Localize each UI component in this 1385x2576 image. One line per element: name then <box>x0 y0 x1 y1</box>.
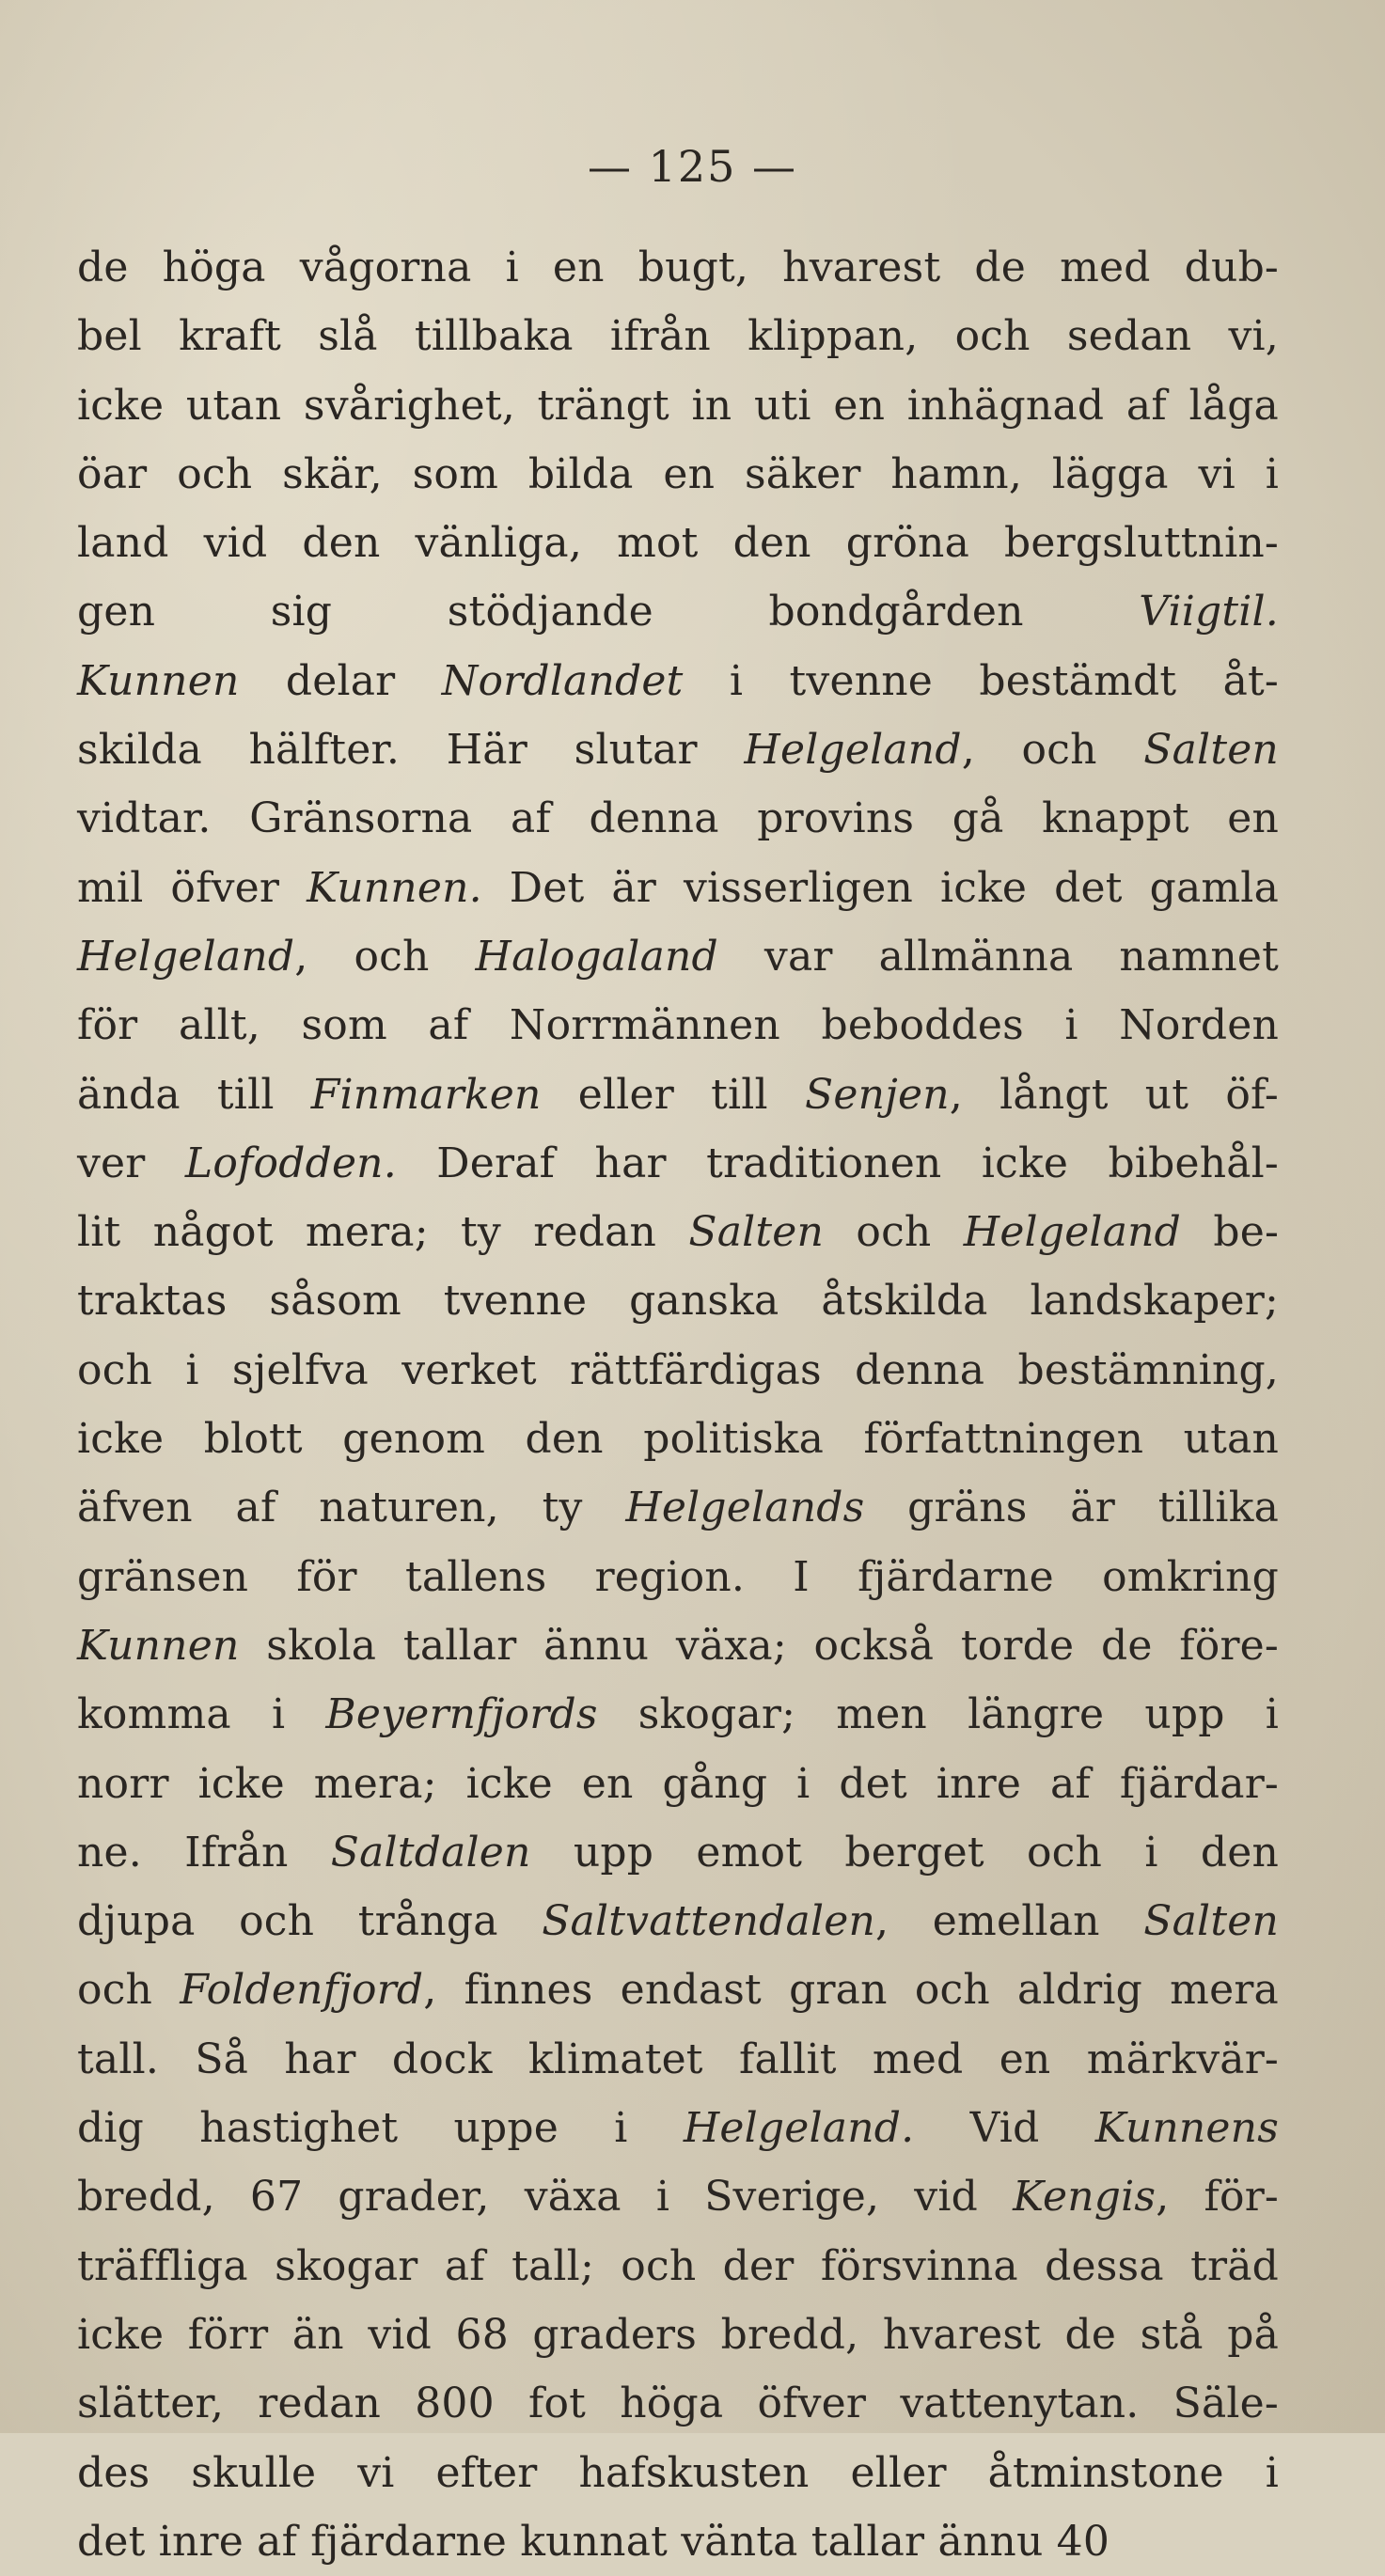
text-span: komma i <box>77 1690 326 1739</box>
text-span: dig hastighet uppe i <box>77 2104 684 2153</box>
text-line <box>77 1060 1279 1129</box>
italic-text: Salten <box>1143 1897 1279 1946</box>
text-span: eller till <box>541 1070 805 1119</box>
italic-text: Helgeland. <box>683 2104 915 2153</box>
italic-text: Kunnens <box>1094 2104 1279 2153</box>
text-line <box>77 1543 1279 1611</box>
text-span: djupa och trånga <box>77 1897 543 1946</box>
text-span: Vid <box>914 2104 1095 2153</box>
italic-text: Helgeland <box>963 1208 1182 1257</box>
text-span: upp emot berget och i den <box>530 1828 1279 1877</box>
text-span: slätter, redan 800 fot höga öfver vattenytan. Säle- <box>77 2380 1279 2428</box>
text-span: traktas såsom tvenne ganska åtskilda landskaper; <box>77 1277 1279 1326</box>
text-span: det inre af fjärdarne kunnat vänta tallar ännu 40 <box>77 2517 1110 2566</box>
text-span: , långt ut öf- <box>949 1070 1279 1119</box>
text-span: delar <box>239 656 442 705</box>
text-line <box>77 302 1279 370</box>
italic-text: Helgeland <box>744 726 962 775</box>
text-line <box>77 371 1279 440</box>
text-span: , och <box>961 726 1144 775</box>
text-span: ända till <box>77 1070 311 1119</box>
text-line <box>77 784 1279 853</box>
text-line <box>77 2301 1279 2369</box>
text-line <box>77 991 1279 1060</box>
italic-text: Nordlandet <box>441 656 684 705</box>
text-span: och i sjelfva verket rättfärdigas denna bestämning, <box>77 1345 1279 1394</box>
text-span: be- <box>1181 1208 1280 1257</box>
text-span: des skulle vi efter hafskusten eller åtminstone i <box>77 2448 1279 2497</box>
text-line <box>77 2232 1279 2301</box>
text-line <box>77 715 1279 784</box>
page-number: — 125 — <box>587 141 798 192</box>
italic-text: Saltvattendalen <box>542 1897 876 1946</box>
italic-text: Salten <box>1143 726 1279 775</box>
text-line <box>77 440 1279 509</box>
text-span: och <box>77 1966 181 2015</box>
text-line <box>77 1750 1279 1818</box>
italic-text: Saltdalen <box>330 1828 531 1877</box>
text-line <box>77 2162 1279 2231</box>
text-line <box>77 1405 1279 1473</box>
italic-text: Salten <box>688 1208 825 1257</box>
text-line <box>77 1818 1279 1887</box>
text-span: gen sig stödjande bondgården <box>77 588 1140 636</box>
text-line <box>77 509 1279 577</box>
text-line <box>77 2025 1279 2094</box>
text-span: norr icke mera; icke en gång i det inre af fjärdar- <box>77 1759 1279 1808</box>
italic-text: Helgeland <box>77 932 295 981</box>
text-span: de höga vågorna i en bugt, hvarest de med dub- <box>77 243 1279 291</box>
text-line <box>77 1266 1279 1335</box>
italic-text: Foldenfjord <box>180 1966 424 2015</box>
text-span: skilda hälfter. Här slutar <box>77 726 745 775</box>
italic-text: Kunnen <box>77 656 240 705</box>
text-line <box>77 1198 1279 1266</box>
italic-text: Senjen <box>805 1070 950 1119</box>
text-span: träffliga skogar af tall; och der försvinna dessa träd <box>77 2241 1279 2290</box>
text-line <box>77 1129 1279 1198</box>
text-span: skogar; men längre upp i <box>597 1690 1279 1739</box>
text-span: land vid den vänliga, mot den gröna bergsluttnin- <box>77 519 1279 568</box>
italic-text: Finmarken <box>310 1070 542 1119</box>
text-span: äfven af naturen, ty <box>77 1484 626 1532</box>
text-line <box>77 233 1279 302</box>
text-span: gränsen för tallens region. I fjärdarne omkring <box>77 1552 1279 1601</box>
text-span: och <box>824 1208 964 1257</box>
text-line <box>77 854 1279 922</box>
text-span: i tvenne bestämdt åt- <box>683 656 1279 705</box>
text-line <box>77 2507 1279 2576</box>
text-span: skola tallar ännu växa; också torde de före- <box>239 1621 1279 1670</box>
text-line <box>77 922 1279 991</box>
text-span: mil öfver <box>77 863 307 912</box>
text-line <box>77 1473 1279 1542</box>
italic-text: Kunnen <box>77 1621 240 1670</box>
text-line <box>77 2439 1279 2507</box>
text-span: , och <box>294 932 476 981</box>
text-span: var allmänna namnet <box>717 932 1279 981</box>
italic-text: Helgelands <box>625 1484 865 1532</box>
text-span: icke förr än vid 68 graders bredd, hvarest de stå på <box>77 2310 1279 2359</box>
italic-text: Beyernfjords <box>325 1690 598 1739</box>
text-line <box>77 1956 1279 2024</box>
text-line <box>77 647 1279 715</box>
text-span: icke utan svårighet, trängt in uti en inhägnad af låga <box>77 381 1279 430</box>
text-line <box>77 2369 1279 2438</box>
text-span: icke blott genom den politiska författningen utan <box>77 1415 1279 1464</box>
italic-text: Kunnen. <box>307 863 482 912</box>
text-span: lit något mera; ty redan <box>77 1208 689 1257</box>
text-line <box>77 2094 1279 2162</box>
text-span: Det är visserligen icke det gamla <box>481 863 1280 912</box>
text-span: för allt, som af Norrmännen beboddes i Norden <box>77 1001 1279 1050</box>
text-line <box>77 1336 1279 1405</box>
italic-text: Kengis <box>1013 2173 1157 2222</box>
text-span: bel kraft slå tillbaka ifrån klippan, och sedan vi, <box>77 312 1279 361</box>
text-span: , emellan <box>875 1897 1144 1946</box>
text-span: Deraf har traditionen icke bibehål- <box>396 1139 1279 1187</box>
text-line <box>77 1680 1279 1749</box>
text-span: ver <box>77 1139 185 1187</box>
italic-text: Halogaland <box>475 932 718 981</box>
italic-text: Lofodden. <box>184 1139 397 1187</box>
text-span: vidtar. Gränsorna af denna provins gå knappt en <box>77 794 1279 843</box>
text-line <box>77 1887 1279 1956</box>
text-span: ne. Ifrån <box>77 1828 331 1877</box>
text-line <box>77 1611 1279 1680</box>
text-span: öar och skär, som bilda en säker hamn, lägga vi i <box>77 449 1279 498</box>
text-span: bredd, 67 grader, växa i Sverige, vid <box>77 2173 1014 2222</box>
italic-text: Viigtil. <box>1139 588 1279 636</box>
text-span: , för- <box>1156 2173 1279 2222</box>
text-line <box>77 577 1279 646</box>
body-text <box>77 233 1279 2576</box>
text-span: , finnes endast gran och aldrig mera <box>423 1966 1279 2015</box>
text-span: tall. Så har dock klimatet fallit med en märkvär- <box>77 2034 1279 2083</box>
text-span: gräns är tillika <box>864 1484 1279 1532</box>
